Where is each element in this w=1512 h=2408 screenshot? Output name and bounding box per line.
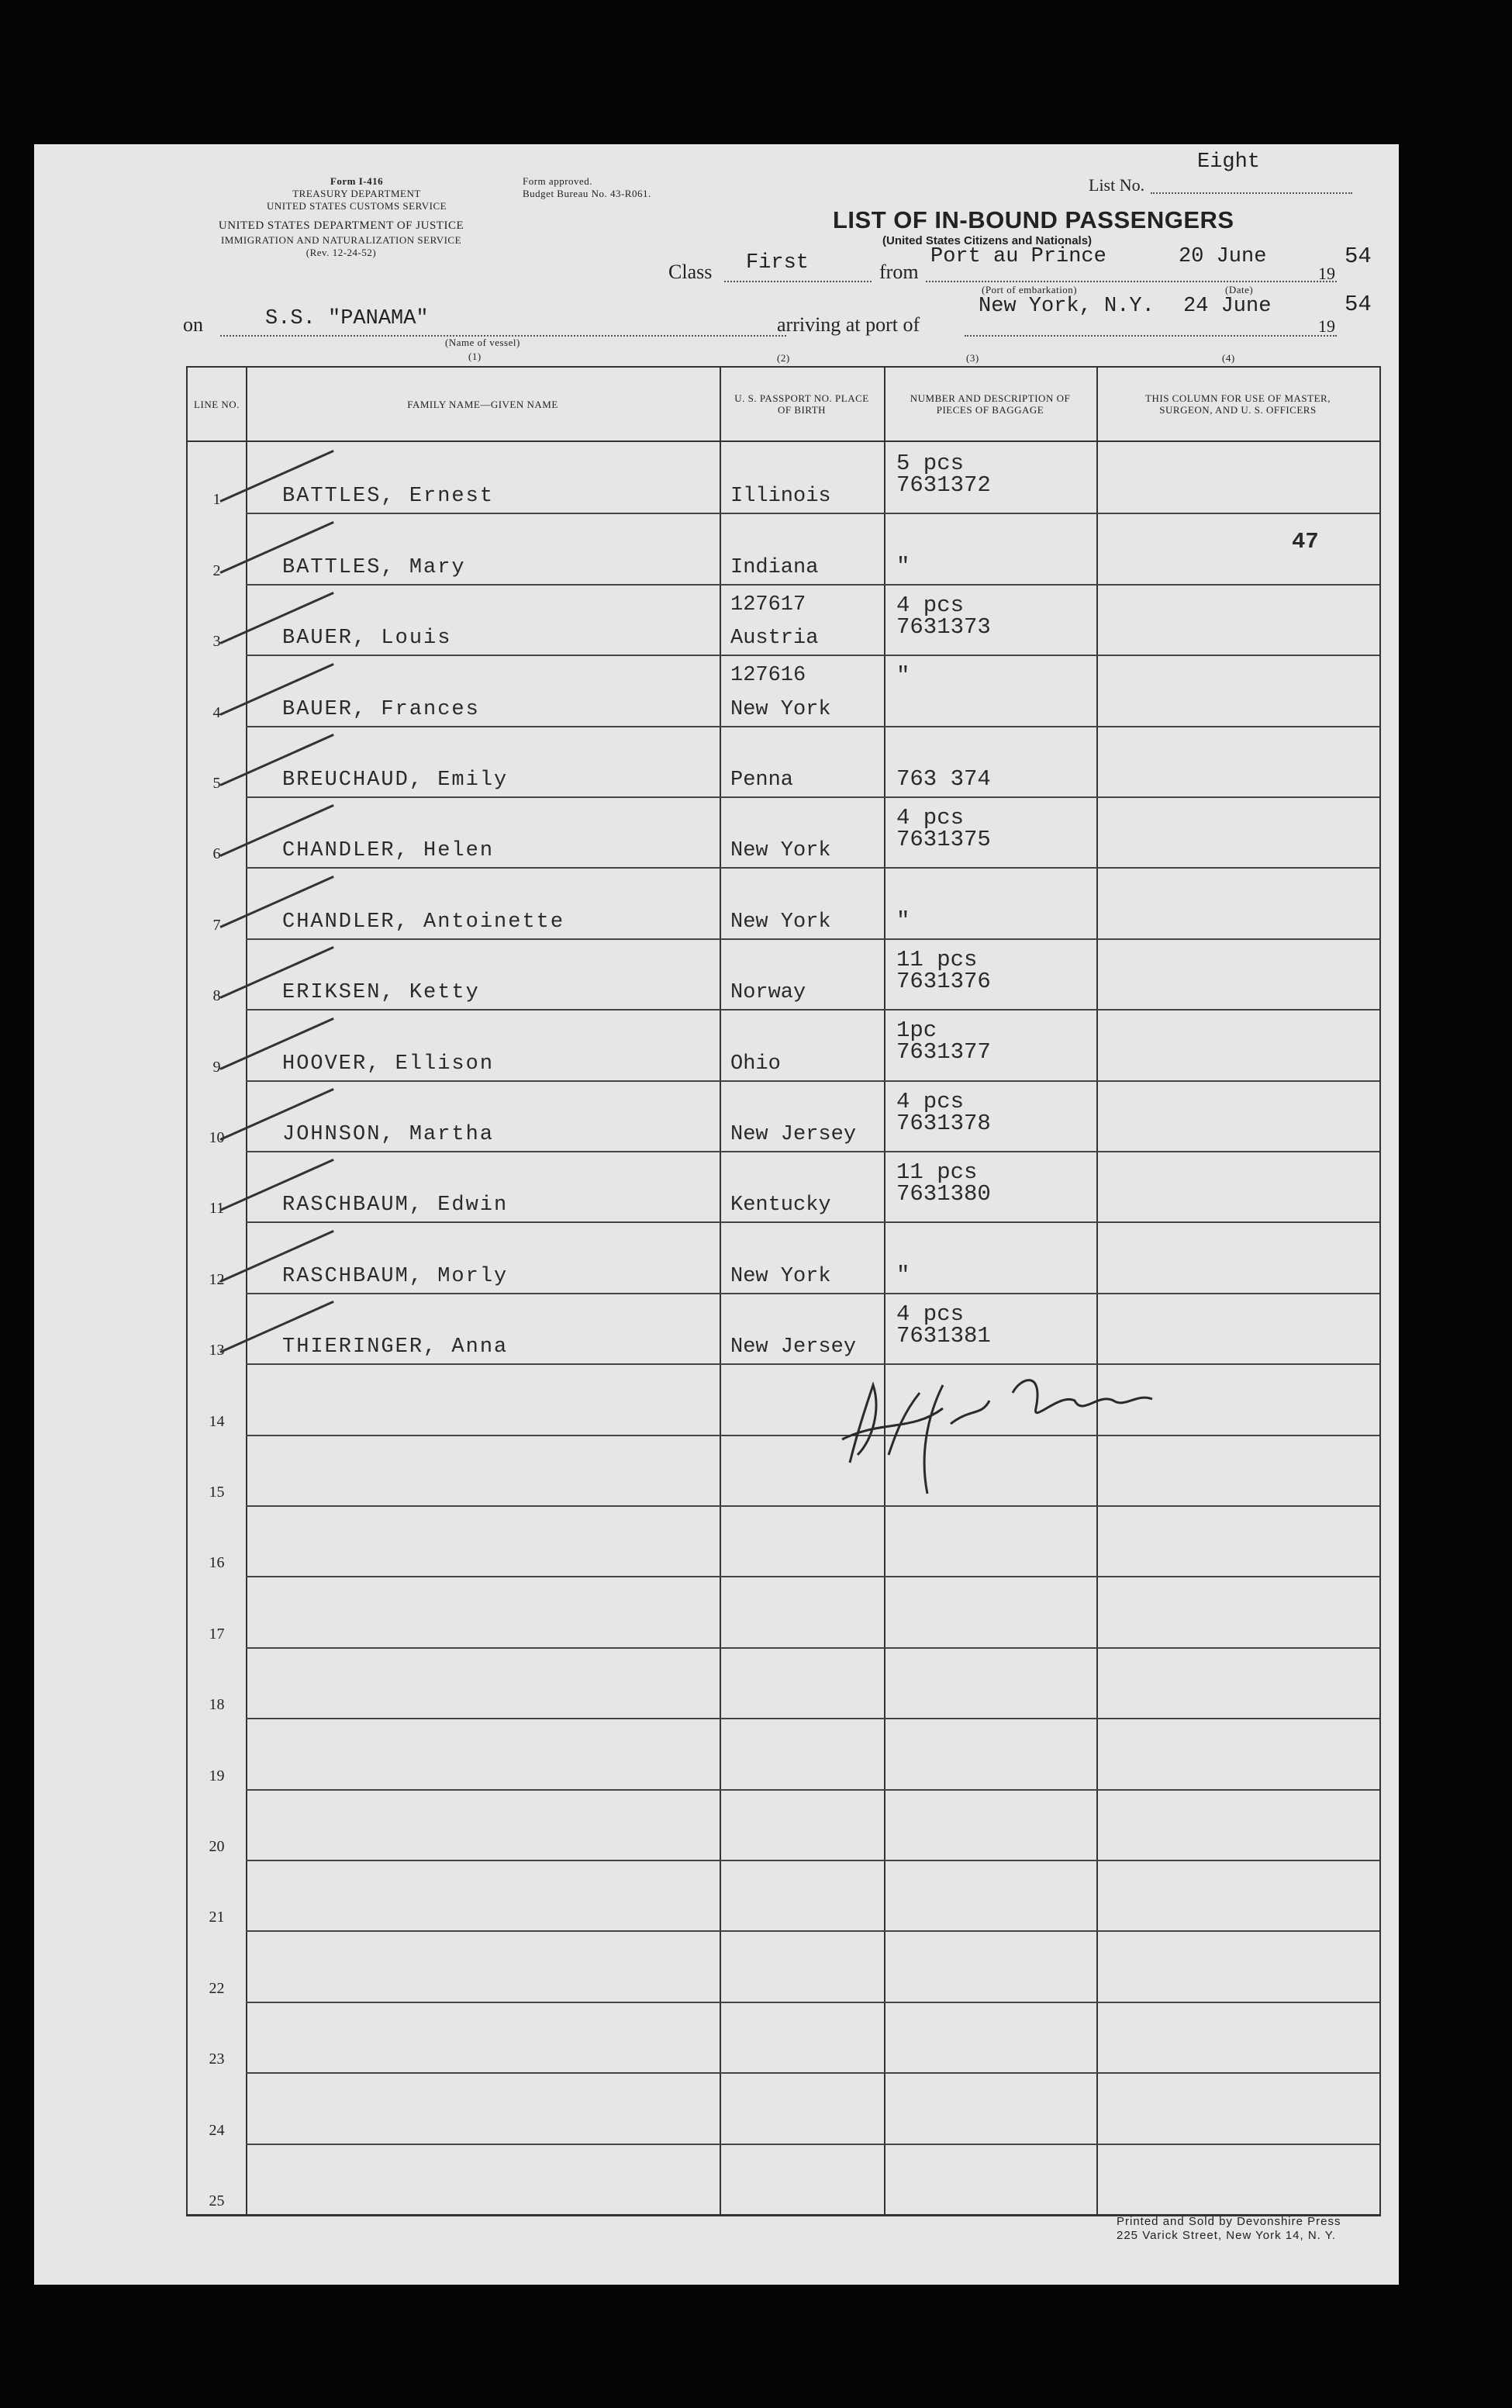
line-number: 7 xyxy=(212,916,221,934)
place-of-birth: Kentucky xyxy=(730,1194,831,1218)
list-no-label: List No. xyxy=(1089,175,1145,195)
from-port: Port au Prince xyxy=(930,245,1106,268)
place-of-birth: Indiana xyxy=(730,555,819,579)
line-number: 6 xyxy=(212,845,221,863)
place-of-birth: New Jersey xyxy=(730,1335,857,1359)
baggage-description: " xyxy=(896,1262,910,1288)
form-number: Form I-416 xyxy=(330,175,384,187)
row-divider xyxy=(246,2144,1379,2145)
class-line xyxy=(724,281,872,282)
row-divider xyxy=(246,1930,1379,1932)
baggage-description: 4 pcs xyxy=(896,805,965,831)
row-divider xyxy=(246,655,1379,656)
class-value: First xyxy=(746,251,810,275)
passenger-name: JOHNSON, Martha xyxy=(282,1123,495,1146)
row-divider xyxy=(246,1080,1379,1082)
place-of-birth: New Jersey xyxy=(730,1123,857,1146)
line-number: 4 xyxy=(212,703,221,721)
from-year: 54 xyxy=(1345,244,1372,269)
row-divider xyxy=(246,1647,1379,1649)
column-divider xyxy=(246,368,247,2214)
printer-line-2: 225 Varick Street, New York 14, N. Y. xyxy=(1117,2229,1336,2242)
from-year-prefix: 19 xyxy=(1318,264,1335,283)
row-divider xyxy=(246,1293,1379,1294)
line-number: 25 xyxy=(209,2192,225,2209)
page-title: LIST OF IN-BOUND PASSENGERS xyxy=(833,206,1234,233)
arrival-date: 24 June xyxy=(1183,295,1272,318)
line-number: 13 xyxy=(209,1342,225,1359)
line-number: 1 xyxy=(212,491,221,509)
row-divider xyxy=(246,796,1379,798)
column-divider xyxy=(884,368,885,2214)
row-divider xyxy=(246,2002,1379,2003)
budget-bureau: Budget Bureau No. 43-R061. xyxy=(523,188,651,199)
line-number: 16 xyxy=(209,1554,225,1572)
column-divider xyxy=(1096,368,1098,2214)
baggage-tag-number: 7631376 xyxy=(896,968,991,994)
row-divider xyxy=(246,1576,1379,1577)
from-label: from xyxy=(879,261,919,283)
passenger-name: BREUCHAUD, Emily xyxy=(282,769,509,792)
passenger-name: CHANDLER, Helen xyxy=(282,839,495,863)
line-number: 18 xyxy=(209,1696,225,1714)
line-number: 19 xyxy=(209,1767,225,1784)
port-embarkation-caption: (Port of embarkation) xyxy=(982,284,1078,295)
baggage-description: 4 pcs xyxy=(896,1301,965,1327)
revision-date: (Rev. 12-24-52) xyxy=(306,247,377,258)
column-number-3: (3) xyxy=(966,352,979,364)
line-number: 11 xyxy=(209,1200,225,1218)
baggage-description: " xyxy=(896,553,910,579)
baggage-tag-number: 7631377 xyxy=(896,1039,991,1066)
header-passport: U. S. PASSPORT NO. PLACE OF BIRTH xyxy=(720,368,884,442)
on-label: on xyxy=(183,313,203,336)
place-of-birth: Norway xyxy=(730,981,806,1005)
line-number: 5 xyxy=(212,775,221,792)
line-number: 22 xyxy=(209,1979,225,1997)
row-divider xyxy=(246,1860,1379,1861)
passenger-name: BAUER, Frances xyxy=(282,697,480,721)
passenger-name: RASCHBAUM, Edwin xyxy=(282,1194,509,1218)
baggage-tag-number: 7631375 xyxy=(896,827,991,852)
row-divider xyxy=(246,1151,1379,1152)
passenger-name: ERIKSEN, Ketty xyxy=(282,981,480,1005)
line-number: 10 xyxy=(209,1129,225,1146)
customs-service: UNITED STATES CUSTOMS SERVICE xyxy=(266,200,447,212)
page-subtitle: (United States Citizens and Nationals) xyxy=(882,234,1093,247)
line-number: 20 xyxy=(209,1838,225,1855)
ins-service: IMMIGRATION AND NATURALIZATION SERVICE xyxy=(220,234,462,246)
header-line-no: LINE NO. xyxy=(188,368,246,442)
header-baggage: NUMBER AND DESCRIPTION OF PIECES OF BAGGAGE xyxy=(884,368,1096,442)
line-number: 14 xyxy=(209,1412,225,1430)
place-of-birth: New York xyxy=(730,839,831,863)
arrival-port: New York, N.Y. xyxy=(979,295,1155,318)
class-label: Class xyxy=(668,261,713,283)
line-number: 8 xyxy=(212,987,221,1005)
passenger-name: BAUER, Louis xyxy=(282,627,452,651)
row-divider xyxy=(246,1718,1379,1719)
justice-department: UNITED STATES DEPARTMENT OF JUSTICE xyxy=(218,219,464,232)
baggage-description: 4 pcs xyxy=(896,1088,965,1114)
arrival-year-prefix: 19 xyxy=(1318,316,1335,336)
column-divider xyxy=(720,368,721,2214)
place-of-birth: Ohio xyxy=(730,1052,781,1076)
baggage-description: " xyxy=(896,907,910,934)
baggage-description: 763 374 xyxy=(896,766,991,792)
row-divider xyxy=(246,1363,1379,1365)
row-divider xyxy=(246,726,1379,727)
row-divider xyxy=(246,938,1379,940)
baggage-tag-number: 7631378 xyxy=(896,1110,991,1136)
line-number: 21 xyxy=(209,1909,225,1926)
baggage-tag-number: 7631372 xyxy=(896,472,991,498)
place-of-birth: Austria xyxy=(730,627,819,651)
row-divider xyxy=(246,513,1379,514)
line-number: 15 xyxy=(209,1484,225,1501)
place-of-birth: Illinois xyxy=(730,485,831,509)
place-of-birth: New York xyxy=(730,1264,831,1288)
row-divider xyxy=(246,584,1379,586)
baggage-tag-number: 7631373 xyxy=(896,613,991,640)
baggage-description: 5 pcs xyxy=(896,451,965,476)
vessel-caption-number: (1) xyxy=(468,351,482,362)
place-of-birth: New York xyxy=(730,697,831,721)
row-divider xyxy=(246,1789,1379,1791)
passport-number: 127617 xyxy=(730,592,806,617)
passenger-name: CHANDLER, Antoinette xyxy=(282,910,565,934)
header-name: FAMILY NAME—GIVEN NAME xyxy=(246,368,720,442)
place-of-birth: Penna xyxy=(730,769,794,792)
date-caption: (Date) xyxy=(1225,284,1254,295)
row-divider xyxy=(246,867,1379,869)
row-divider xyxy=(246,1221,1379,1223)
line-number: 2 xyxy=(212,561,221,579)
arrival-year: 54 xyxy=(1345,292,1372,317)
row-divider xyxy=(246,1505,1379,1507)
line-number: 23 xyxy=(209,2050,225,2068)
line-number: 17 xyxy=(209,1625,225,1643)
line-number: 9 xyxy=(212,1058,221,1076)
arriving-label: arriving at port of xyxy=(777,313,920,336)
place-of-birth: New York xyxy=(730,910,831,934)
passenger-name: HOOVER, Ellison xyxy=(282,1052,495,1076)
vessel-caption: (Name of vessel) xyxy=(445,337,520,348)
baggage-description: 1pc xyxy=(896,1017,937,1044)
baggage-description: 11 pcs xyxy=(896,1159,978,1185)
list-no-value: Eight xyxy=(1197,150,1261,174)
officer-remark: 47 xyxy=(1292,529,1319,555)
list-no-line xyxy=(1151,192,1352,194)
header-officers: THIS COLUMN FOR USE OF MASTER, SURGEON, AND U. S. OFFICERS xyxy=(1096,368,1379,442)
column-number-4: (4) xyxy=(1222,352,1235,364)
vessel-name: S.S. "PANAMA" xyxy=(265,307,429,330)
treasury-department: TREASURY DEPARTMENT xyxy=(292,188,421,199)
from-line xyxy=(926,281,1337,282)
row-divider xyxy=(246,1009,1379,1011)
passenger-name: RASCHBAUM, Morly xyxy=(282,1264,509,1288)
baggage-tag-number: 7631380 xyxy=(896,1181,991,1207)
passenger-name: BATTLES, Ernest xyxy=(282,485,495,509)
passenger-name: BATTLES, Mary xyxy=(282,555,466,579)
line-number: 24 xyxy=(209,2121,225,2139)
officer-signature xyxy=(827,1339,1191,1509)
printer-line-1: Printed and Sold by Devonshire Press xyxy=(1117,2215,1341,2228)
passenger-table xyxy=(186,366,1381,2216)
baggage-tag-number: 7631381 xyxy=(896,1322,991,1349)
arrival-line xyxy=(965,335,1337,337)
row-divider xyxy=(246,1435,1379,1436)
baggage-description: 11 pcs xyxy=(896,946,978,973)
form-sheet xyxy=(34,144,1399,2285)
column-number-2: (2) xyxy=(777,352,790,364)
passport-number: 127616 xyxy=(730,664,806,688)
baggage-description: " xyxy=(896,663,910,689)
baggage-description: 4 pcs xyxy=(896,592,965,618)
row-divider xyxy=(246,2072,1379,2074)
line-number: 12 xyxy=(209,1270,225,1288)
line-number: 3 xyxy=(212,633,221,651)
passenger-name: THIERINGER, Anna xyxy=(282,1335,509,1359)
from-date: 20 June xyxy=(1179,245,1267,268)
form-approved: Form approved. xyxy=(523,175,593,187)
